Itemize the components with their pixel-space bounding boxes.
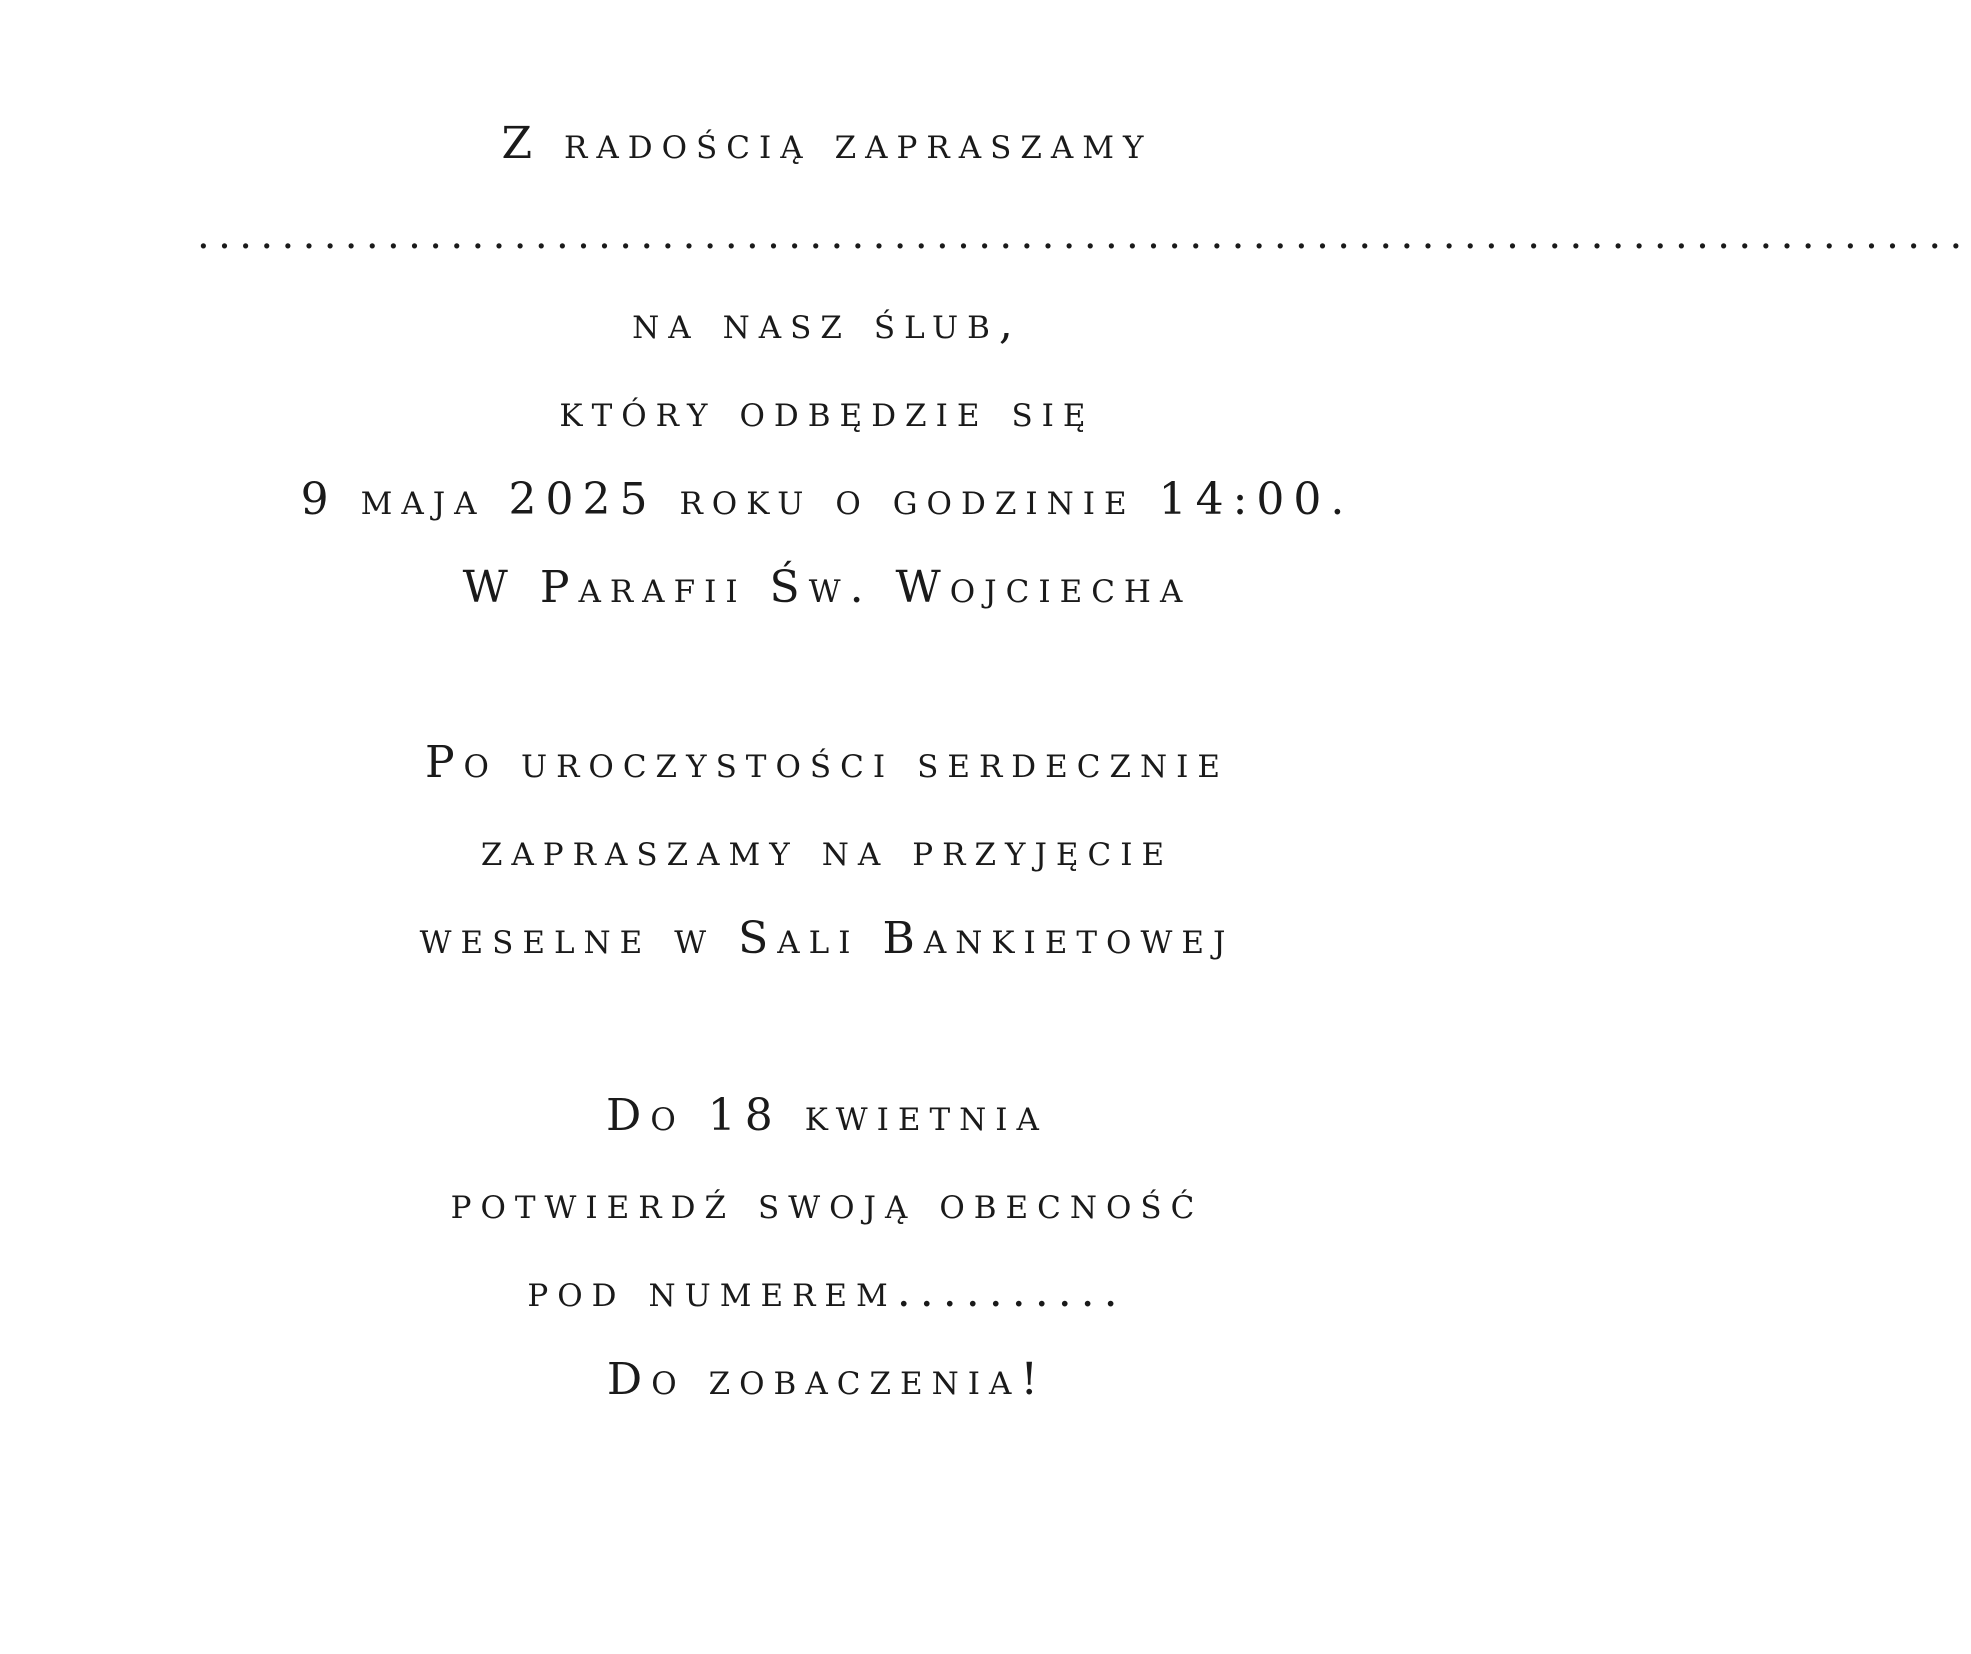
reception-venue-line: weselne w Sali Bankietowej (419, 913, 1235, 964)
rsvp-deadline-line: Do 18 kwietnia (606, 1090, 1048, 1141)
rsvp-phone-line: pod numerem.......... (527, 1266, 1127, 1317)
ceremony-line-2: który odbędzie się (559, 386, 1095, 437)
ceremony-venue-line: W Parafii Św. Wojciecha (462, 562, 1192, 613)
ceremony-date-line: 9 maja 2025 roku o godzinie 14:00. (300, 474, 1354, 525)
rsvp-confirm-line: potwierdź swoją obecność (450, 1178, 1204, 1229)
guest-name-placeholder: .................................................................................... (197, 212, 1971, 258)
closing-text: Do zobaczenia! (606, 1354, 1048, 1405)
intro-text: Z radością zapraszamy (501, 118, 1153, 169)
ceremony-line-1: na nasz ślub, (632, 298, 1022, 349)
reception-line-1: Po uroczystości serdecznie (424, 737, 1230, 788)
reception-line-2: zapraszamy na przyjęcie (480, 825, 1174, 876)
